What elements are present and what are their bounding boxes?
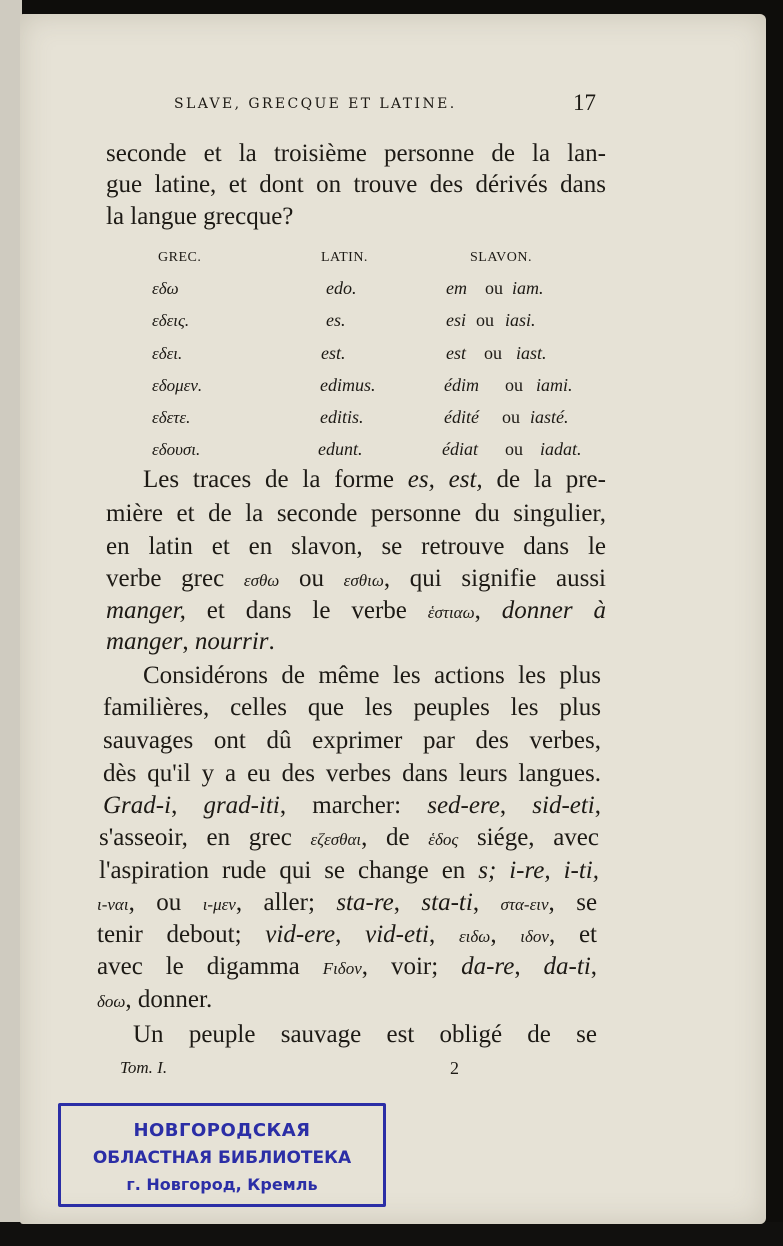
text-line: familières, celles que les peuples les plus	[103, 694, 601, 721]
text-line: avec le digamma Fιδον, voir; da-re, da-ti,	[97, 953, 598, 980]
text-line: Considérons de même les actions les plus	[143, 662, 601, 689]
text-line: tenir debout; vid-ere, vid-eti, ειδω, ιδον, et	[97, 921, 597, 948]
cell-slavon-a: em	[446, 278, 467, 298]
cell-latin: editis.	[320, 407, 364, 427]
stamp-line: ОБЛАСТНАЯ БИБЛИОТЕКА	[92, 1148, 352, 1168]
cell-ou: ou	[505, 375, 523, 395]
cell-slavon-b: iadat.	[540, 439, 582, 459]
facing-page-edge	[0, 0, 22, 1246]
text-line: δοω, donner.	[97, 986, 213, 1013]
signature-mark: 2	[450, 1058, 459, 1078]
text-line: mière et de la seconde personne du singulier,	[106, 500, 606, 527]
cell-slavon-b: iasi.	[505, 310, 536, 330]
conjugation-table	[0, 250, 783, 460]
text-line: manger, nourrir.	[106, 628, 275, 655]
cell-grec: εδουσι.	[152, 440, 201, 459]
cell-slavon-b: iami.	[536, 375, 573, 395]
cell-latin: est.	[321, 343, 346, 363]
text-line: Grad-i, grad-iti, marcher: sed-ere, sid-eti,	[103, 792, 602, 819]
cell-ou: ou	[505, 439, 523, 459]
cell-grec: εδω	[152, 279, 179, 298]
cell-grec: εδεις.	[152, 311, 190, 330]
text-line: Les traces de la forme es, est, de la pre-	[143, 466, 606, 493]
text-line: ι-ναι, ou ι-μεν, aller; sta-re, sta-ti, στα-ειν, se	[97, 889, 598, 916]
column-header-grec: GREC.	[158, 250, 202, 265]
cell-slavon-a: édiat	[442, 439, 478, 459]
text-line: la langue grecque?	[106, 203, 294, 230]
cell-latin: es.	[326, 310, 346, 330]
text-line: gue latine, et dont on trouve des dérivés dans	[106, 171, 606, 198]
cell-latin: edunt.	[318, 439, 363, 459]
text-line: s'asseoir, en grec εζεσθαι, de ἑδος siége, avec	[99, 824, 599, 851]
stamp-line: г. Новгород, Кремль	[126, 1175, 318, 1194]
text-line: verbe grec εσθω ou εσθιω, qui signifie aussi	[106, 565, 607, 592]
column-header-slavon: SLAVON.	[470, 250, 532, 265]
text-line: dès qu'il y a eu des verbes dans leurs langues.	[103, 760, 601, 787]
cell-slavon-a: édim	[444, 375, 479, 395]
cell-ou: ou	[485, 278, 503, 298]
cell-slavon-b: iasté.	[530, 407, 569, 427]
column-header-latin: LATIN.	[321, 250, 368, 265]
page-number: 17	[573, 90, 596, 115]
text-line: manger, et dans le verbe ἑστιαω, donner à	[106, 597, 607, 624]
cell-ou: ou	[502, 407, 520, 427]
text-line: en latin et en slavon, se retrouve dans le	[106, 533, 606, 560]
scan-background	[0, 1222, 783, 1246]
cell-slavon-b: iast.	[516, 343, 547, 363]
cell-slavon-a: édité	[444, 407, 479, 427]
cell-slavon-a: esi	[446, 310, 466, 330]
running-head: SLAVE, GRECQUE ET LATINE.	[174, 96, 457, 112]
cell-slavon-a: est	[446, 343, 466, 363]
cell-ou: ou	[484, 343, 502, 363]
cell-slavon-b: iam.	[512, 278, 544, 298]
text-line: Un peuple sauvage est obligé de se	[133, 1021, 597, 1048]
cell-latin: edo.	[326, 278, 357, 298]
text-line: seconde et la troisième personne de la lan-	[106, 140, 606, 167]
cell-grec: εδει.	[152, 344, 183, 363]
library-stamp	[58, 1103, 386, 1207]
text-line: l'aspiration rude qui se change en s; i-re, i-ti,	[99, 857, 599, 884]
text-line: sauvages ont dû exprimer par des verbes,	[103, 727, 601, 754]
page-header	[174, 92, 604, 122]
volume-mark: Tom. I.	[120, 1058, 168, 1077]
stamp-line: НОВГОРОДСКАЯ	[133, 1120, 311, 1141]
cell-latin: edimus.	[320, 375, 376, 395]
cell-grec: εδομεν.	[152, 376, 203, 395]
cell-ou: ou	[476, 310, 494, 330]
cell-grec: εδετε.	[152, 408, 191, 427]
